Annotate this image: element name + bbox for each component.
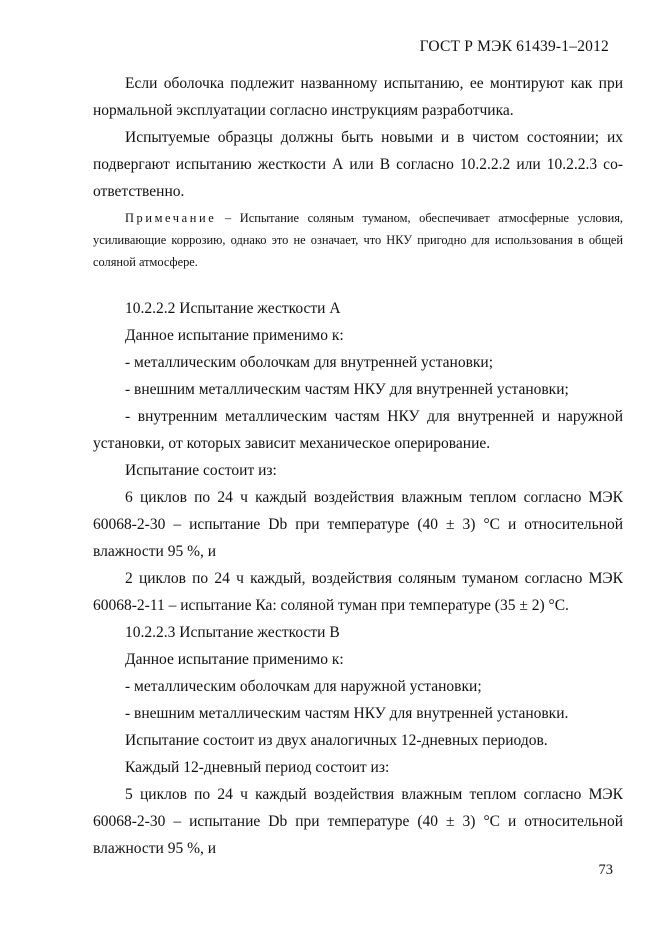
list-item: - металлическим оболочкам для наружной установки; — [125, 678, 482, 695]
paragraph-test-samples: Испытуемые образцы должны быть новыми и в чистом состоянии; их подвергают испытанию жесткости А или В согласно 10.2.2.2 или 10.2.2.3 соответственно. — [93, 129, 623, 200]
list-item: - металлическим оболочкам для внутренней установки; — [125, 354, 494, 371]
note-text: – Испытание соляным туманом, обеспечивает атмосферные условия, усиливающие коррозию, однако это не означает, что НКУ пригодно для использования в общей соляной атмосфере. — [93, 211, 623, 269]
test-step-salt-mist-a: 2 циклов по 24 ч каждый, воздействия соляным туманом согласно МЭК 60068-2-11 – испытание Ка: соляной туман при температуре (35 ± 2) °С. — [93, 570, 623, 614]
list-item: - внешним металлическим частям НКУ для внутренней установки. — [125, 705, 569, 722]
list-item: - внешним металлическим частям НКУ для внутренней установки; — [125, 381, 569, 398]
test-consists-b: Испытание состоит из двух аналогичных 12-дневных периодов. — [125, 732, 548, 749]
standard-header: ГОСТ Р МЭК 61439-1–2012 — [419, 38, 609, 55]
section-title-severity-a: 10.2.2.2 Испытание жесткости А — [125, 300, 341, 317]
list-item: - внутренним металлическим частям НКУ для внутренней и наружной установки, от которых зависит механическое оперирование. — [93, 408, 623, 452]
paragraph-enclosure-mounting: Если оболочка подлежит названному испытанию, ее монтируют как при нормальной эксплуатации согласно инструкциям разработчика. — [93, 75, 623, 119]
applicability-intro-a: Данное испытание применимо к: — [125, 327, 344, 344]
page-number: 73 — [598, 862, 613, 878]
applicability-intro-b: Данное испытание применимо к: — [125, 651, 344, 668]
test-step-damp-heat-b: 5 циклов по 24 ч каждый воздействия влажным теплом согласно МЭК 60068-2-30 – испытание Db при температуре (40 ± 3) °С и относительной влажности 95 %, и — [93, 786, 623, 857]
test-consists-a: Испытание состоит из: — [125, 462, 277, 479]
note-label: Примечание — [125, 211, 217, 225]
period-consists-b: Каждый 12-дневный период состоит из: — [125, 759, 390, 776]
note — [93, 207, 623, 273]
page-body — [93, 70, 623, 862]
test-step-damp-heat-a: 6 циклов по 24 ч каждый воздействия влажным теплом согласно МЭК 60068-2-30 – испытание Db при температуре (40 ± 3) °С и относительной влажности 95 %, и — [93, 489, 623, 560]
section-title-severity-b: 10.2.2.3 Испытание жесткости В — [125, 624, 340, 641]
